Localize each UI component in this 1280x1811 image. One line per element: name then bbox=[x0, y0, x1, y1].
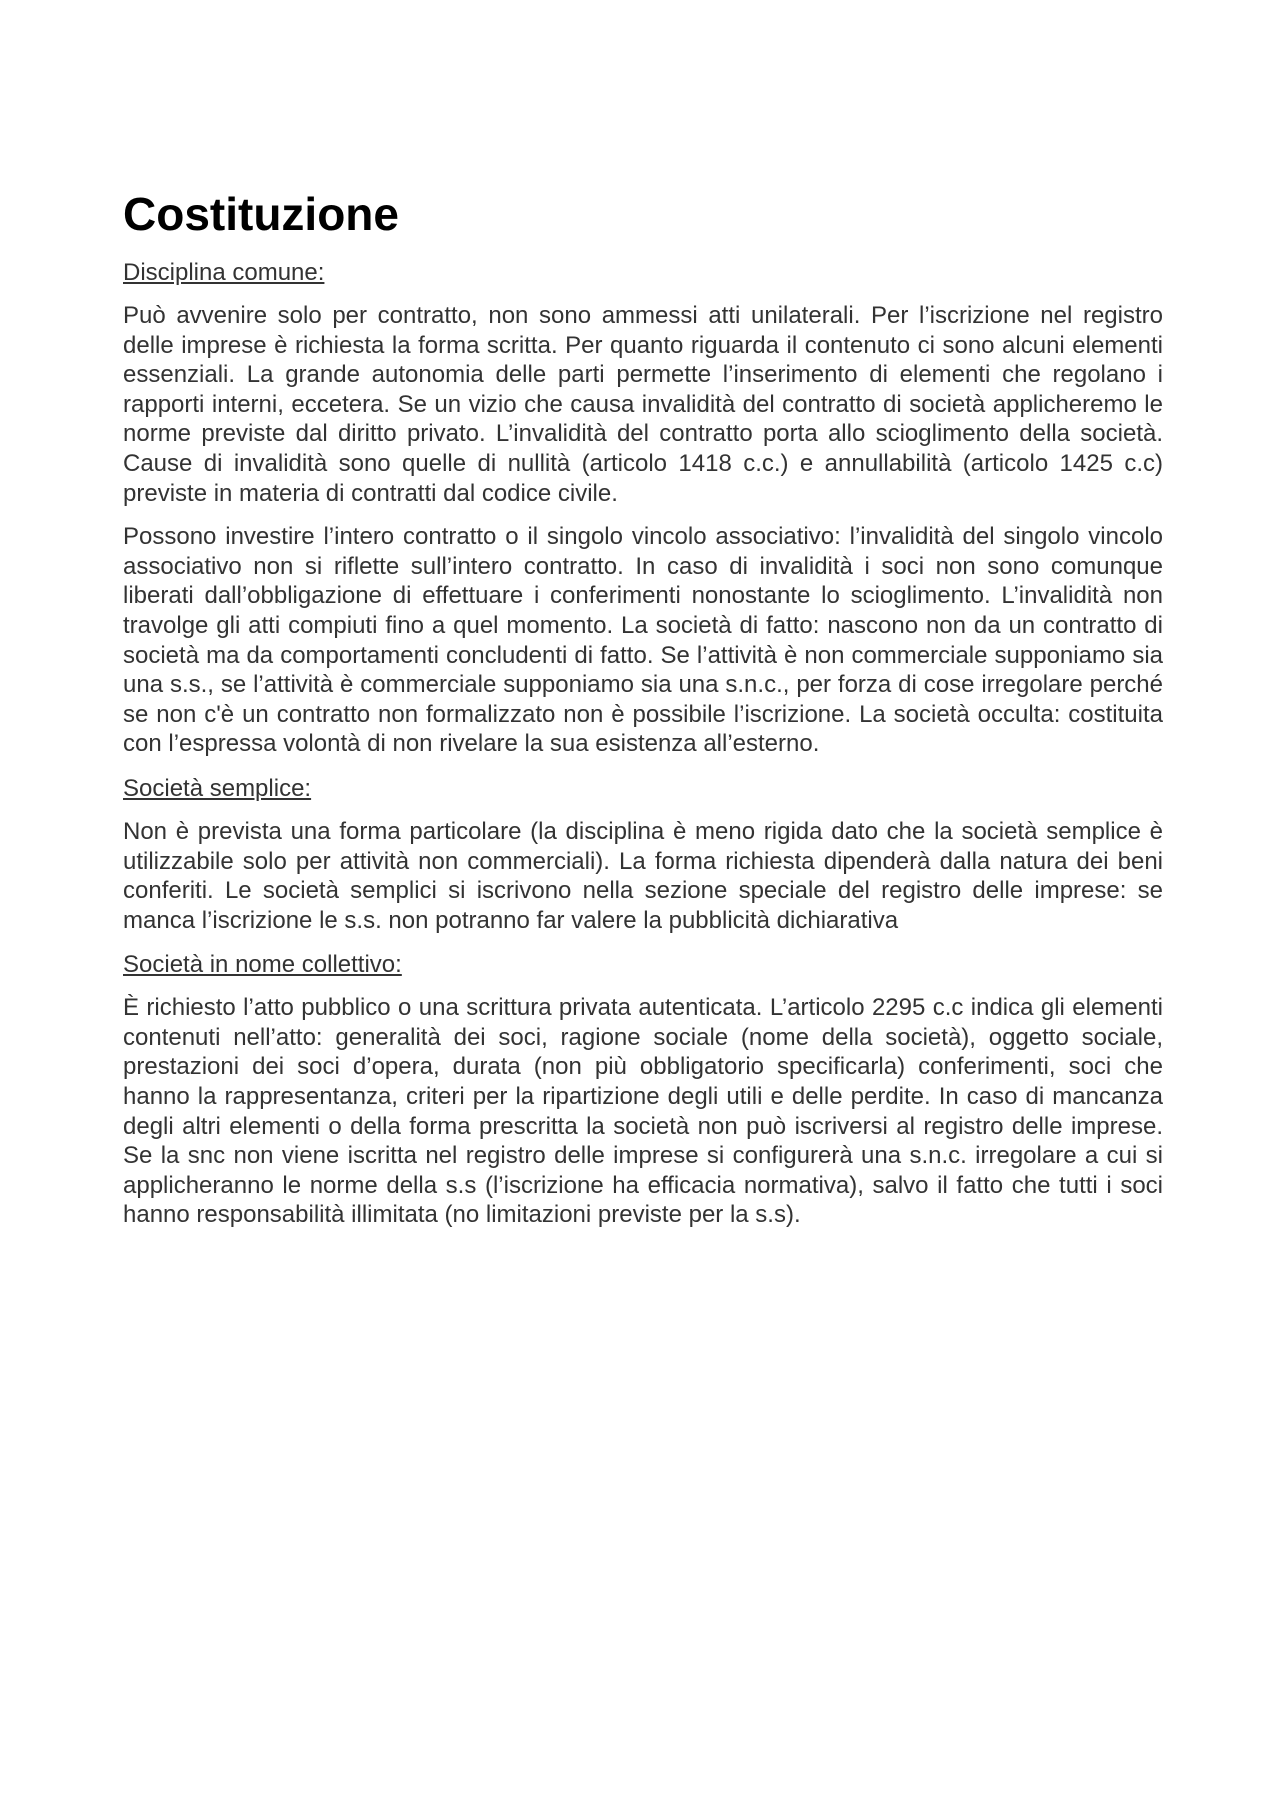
section-heading-societa-semplice: Società semplice: bbox=[123, 774, 312, 802]
paragraph: Possono investire l’intero contratto o il singolo vincolo associativo: l’invalidità del singolo vincolo associativo non si riflette sull’intero contratto. In caso di invalidità i soci non sono comunque liberati dall’obbligazione di effettuare i conferimenti nonostante lo scioglimento. L’invalidità non travolge gli atti compiuti fino a quel momento. La società di fatto: nascono non da un contratto di società ma da comportamenti concludenti di fatto. Se l’attività è non commerciale supponiamo sia una s.s., se l’attività è commerciale supponiamo sia una s.n.c., per forza di cose irregolare perché se non c'è un contratto non formalizzato non è possibile l’iscrizione. La società occulta: costituita con l’espressa volontà di non rivelare la sua esistenza all’esterno. bbox=[123, 523, 1163, 758]
paragraph: È richiesto l’atto pubblico o una scrittura privata autenticata. L’articolo 2295 c.c indica gli elementi contenuti nell’atto: generalità dei soci, ragione sociale (nome della società), oggetto sociale, prestazioni dei soci d’opera, durata (non più obbligatorio specificarla) conferimenti, soci che hanno la rappresentanza, criteri per la ripartizione degli utili e delle perdite. In caso di mancanza degli altri elementi o della forma prescritta la società non può iscriversi al registro delle imprese. Se la snc non viene iscritta nel registro delle imprese si configurerà una s.n.c. irregolare a cui si applicheranno le norme della s.s (l’iscrizione ha efficacia normativa), salvo il fatto che tutti i soci hanno responsabilità illimitata (no limitazioni previste per la s.s). bbox=[123, 994, 1163, 1229]
document-page bbox=[123, 183, 1163, 1244]
section-heading-societa-nome-collettivo: Società in nome collettivo: bbox=[123, 951, 402, 979]
paragraph: Non è prevista una forma particolare (la disciplina è meno rigida dato che la società semplice è utilizzabile solo per attività non commerciali). La forma richiesta dipenderà dalla natura dei beni conferiti. Le società semplici si iscrivono nella sezione speciale del registro delle imprese: se manca l’iscrizione le s.s. non potranno far valere la pubblicità dichiarativa bbox=[123, 817, 1163, 934]
paragraph: Può avvenire solo per contratto, non sono ammessi atti unilaterali. Per l’iscrizione nel registro delle imprese è richiesta la forma scritta. Per quanto riguarda il contenuto ci sono alcuni elementi essenziali. La grande autonomia delle parti permette l’inserimento di elementi che regolano i rapporti interni, eccetera. Se un vizio che causa invalidità del contratto di società applicheremo le norme previste dal diritto privato. L’invalidità del contratto porta allo scioglimento della società. Cause di invalidità sono quelle di nullità (articolo 1418 c.c.) e annullabilità (articolo 1425 c.c) previste in materia di contratti dal codice civile. bbox=[123, 302, 1163, 507]
document-title: Costituzione bbox=[123, 188, 399, 240]
section-heading-disciplina-comune: Disciplina comune: bbox=[123, 259, 325, 286]
